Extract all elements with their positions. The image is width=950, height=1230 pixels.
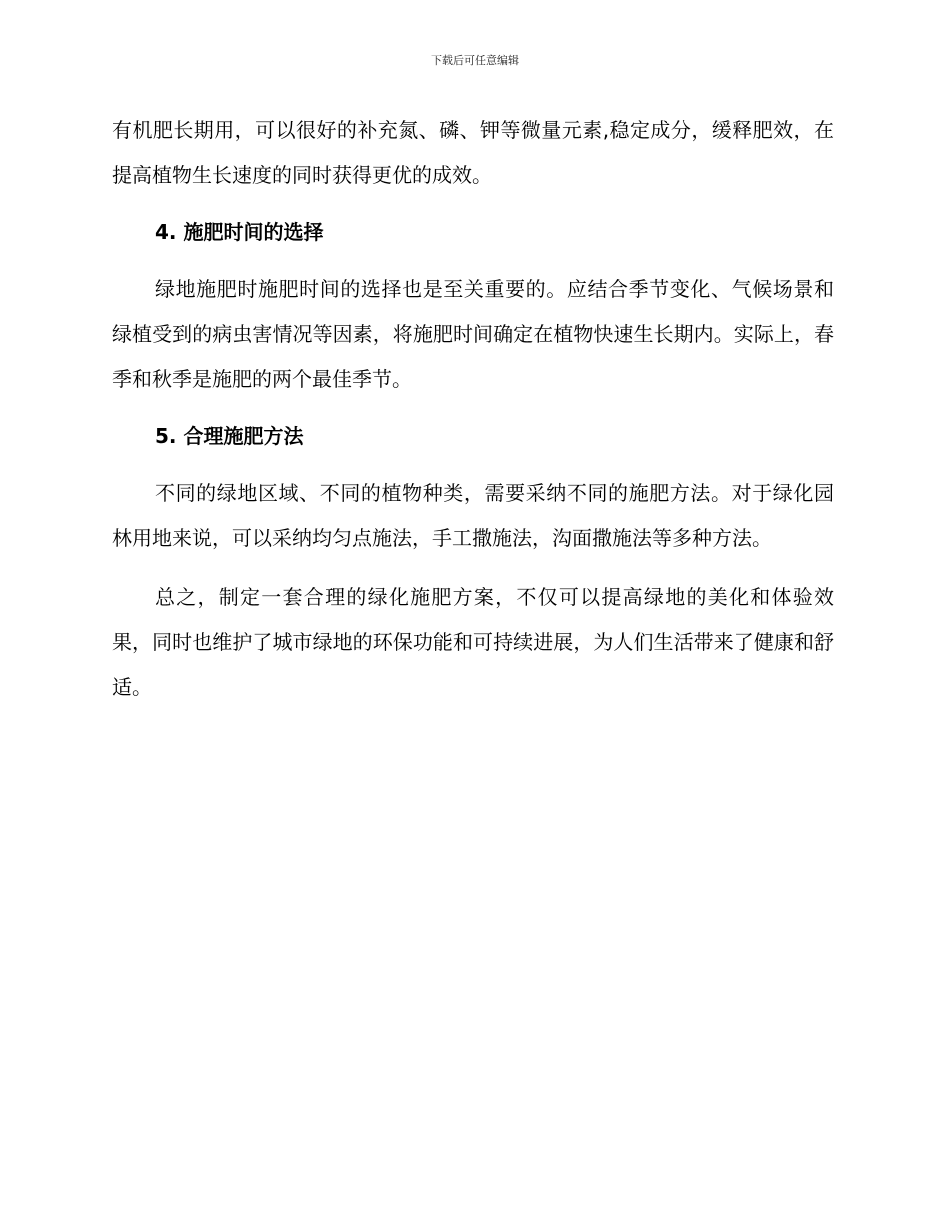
- document-body: [112, 108, 834, 710]
- paragraph-fertilizing-method: 不同的绿地区域、不同的植物种类，需要采纳不同的施肥方法。对于绿化园林用地来说，可以采纳均匀点施法，手工撒施法，沟面撒施法等多种方法。: [112, 481, 834, 550]
- header-note: 下载后可任意编辑: [431, 54, 519, 67]
- section-heading-4: 4. 施肥时间的选择: [155, 220, 324, 244]
- paragraph-fertilizing-time: 绿地施肥时施肥时间的选择也是至关重要的。应结合季节变化、气候场景和绿植受到的病虫害情况等因素，将施肥时间确定在植物快速生长期内。实际上，春季和秋季是施肥的两个最佳季节。: [112, 277, 834, 391]
- paragraph-conclusion: 总之，制定一套合理的绿化施肥方案，不仅可以提高绿地的美化和体验效果，同时也维护了城市绿地的环保功能和可持续进展，为人们生活带来了健康和舒适。: [112, 585, 834, 699]
- paragraph-organic-fertilizer: 有机肥长期用，可以很好的补充氮、磷、钾等微量元素,稳定成分，缓释肥效，在提高植物生长速度的同时获得更优的成效。: [112, 118, 834, 187]
- section-heading-5: 5. 合理施肥方法: [155, 424, 304, 448]
